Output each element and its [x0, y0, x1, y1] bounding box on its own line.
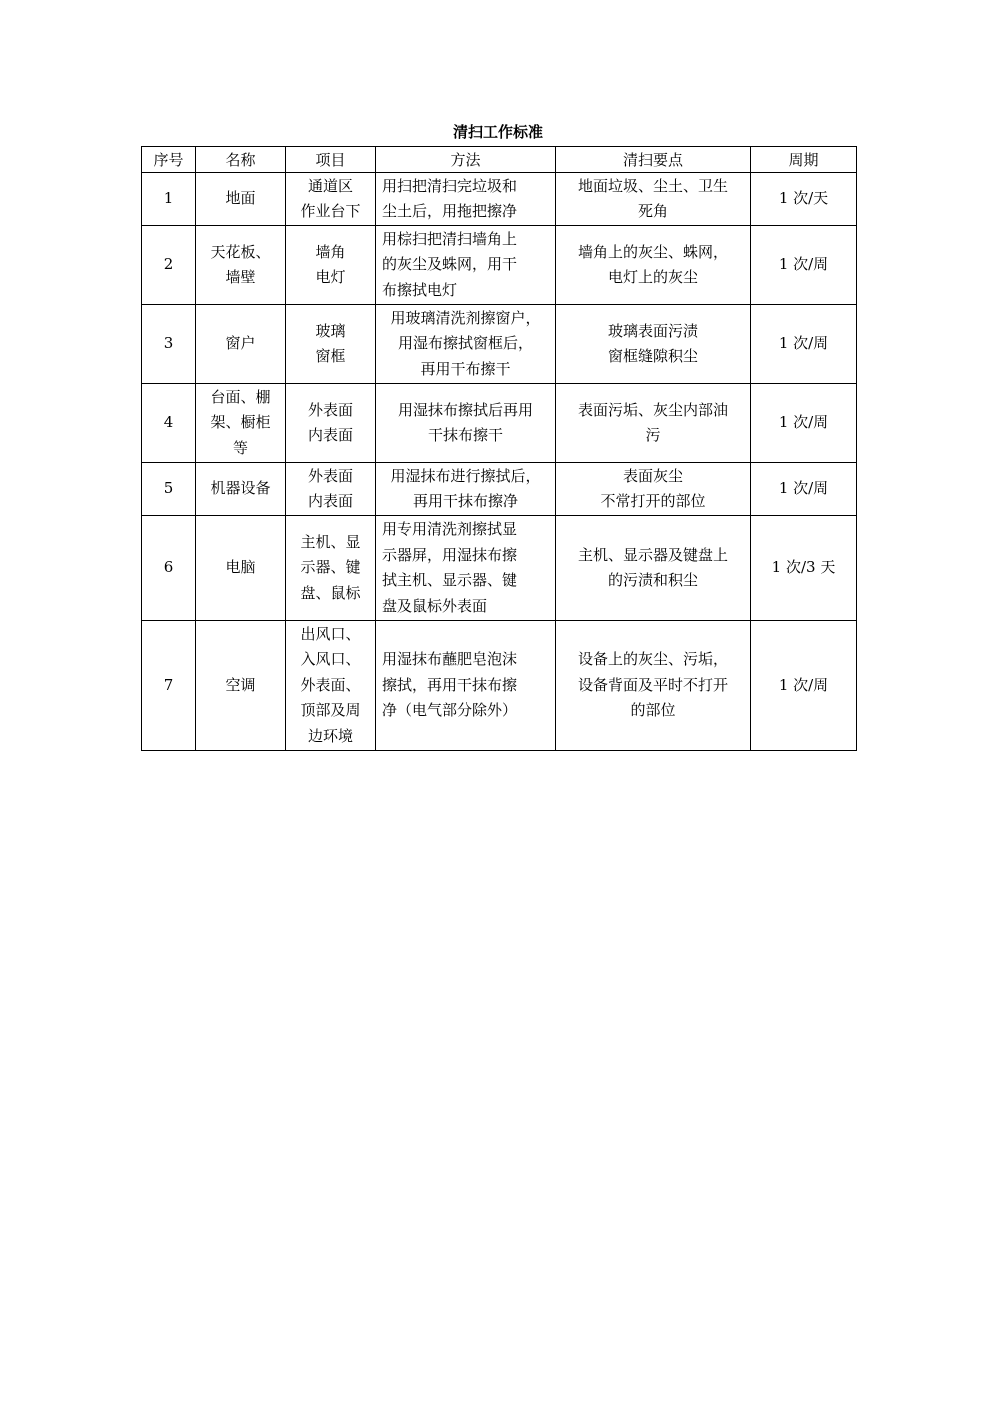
- cell-name: [196, 305, 286, 384]
- cell-line: 拭主机、显示器、键: [382, 571, 518, 589]
- cell-no: 4: [142, 384, 196, 463]
- header-points: 清扫要点: [556, 147, 751, 173]
- cell-line: 外表面: [307, 400, 353, 419]
- cell-line: 通道区: [307, 176, 353, 195]
- cell-method: [376, 226, 556, 305]
- cell-line: 地面: [225, 189, 256, 208]
- cell-line: 净（电气部分除外）: [382, 701, 518, 720]
- cell-line: 顶部及周: [300, 701, 361, 720]
- cell-line: 示器、键: [300, 558, 361, 577]
- cell-no: 2: [142, 226, 196, 305]
- cell-method: [376, 463, 556, 516]
- cell-line: 墙角上的灰尘、蛛网，: [577, 242, 728, 261]
- cell-points: [556, 621, 751, 751]
- table-row: [142, 516, 857, 621]
- cell-no: 3: [142, 305, 196, 384]
- header-no: 序号: [142, 147, 196, 173]
- header-cycle: 周期: [751, 147, 857, 173]
- cell-line: 电灯上的灰尘: [607, 268, 698, 286]
- cell-line: 不常打开的部位: [600, 492, 706, 510]
- cell-line: 内表面: [307, 492, 353, 510]
- cell-line: 表面污垢、灰尘内部油: [577, 400, 728, 419]
- cell-item: [286, 173, 376, 226]
- table-row: [142, 463, 857, 516]
- cell-points: [556, 516, 751, 621]
- cell-cycle: 1 次/天: [751, 173, 857, 226]
- table-row: [142, 621, 857, 751]
- cell-name: [196, 621, 286, 751]
- cell-item: [286, 463, 376, 516]
- cell-line: 再用干抹布擦净: [412, 492, 518, 510]
- table-row: [142, 305, 857, 384]
- cell-line: 等: [232, 438, 248, 457]
- cell-line: 盘、鼠标: [300, 583, 361, 602]
- cell-cycle: 1 次/周: [751, 621, 857, 751]
- cell-line: 电脑: [225, 558, 256, 577]
- cell-line: 外表面: [307, 466, 353, 485]
- cell-line: 玻璃: [315, 321, 346, 340]
- cell-line: 玻璃表面污渍: [607, 321, 698, 340]
- cell-line: 机器设备: [210, 479, 271, 498]
- cell-method: [376, 621, 556, 751]
- cell-line: 用湿抹布蘸肥皂泡沫: [382, 650, 518, 669]
- cell-line: 外表面、: [300, 675, 361, 694]
- cell-line: 设备背面及平时不打开: [577, 675, 728, 694]
- cell-line: 入风口、: [300, 650, 361, 669]
- cell-line: 设备上的灰尘、污垢，: [577, 650, 728, 669]
- cell-line: 用玻璃清洗剂擦窗户，: [390, 308, 541, 327]
- cell-line: 主机、显: [300, 532, 361, 551]
- cell-line: 用扫把清扫完垃圾和: [382, 176, 518, 195]
- cell-line: 窗框: [315, 347, 346, 365]
- cell-points: [556, 226, 751, 305]
- cell-line: 用棕扫把清扫墙角上: [382, 229, 518, 248]
- cell-line: 墙角: [315, 242, 346, 261]
- cell-line: 主机、显示器及键盘上: [577, 545, 728, 564]
- cell-line: 死角: [637, 202, 668, 220]
- cell-method: [376, 384, 556, 463]
- header-item: 项目: [286, 147, 376, 173]
- table-header: [142, 147, 857, 173]
- cell-cycle: 1 次/周: [751, 305, 857, 384]
- cell-cycle: 1 次/周: [751, 226, 857, 305]
- cell-line: 用湿抹布进行擦拭后，: [390, 466, 541, 485]
- cell-no: 5: [142, 463, 196, 516]
- cell-line: 示器屏，用湿抹布擦: [382, 545, 518, 564]
- cell-name: [196, 516, 286, 621]
- cell-line: 边环境: [307, 726, 353, 745]
- cell-line: 地面垃圾、尘土、卫生: [577, 176, 728, 195]
- cell-line: 污: [645, 426, 661, 444]
- cell-line: 用专用清洗剂擦拭显: [382, 520, 518, 538]
- cell-line: 架、橱柜: [210, 413, 271, 432]
- cell-method: [376, 305, 556, 384]
- table-row: [142, 384, 857, 463]
- table-body: [142, 173, 857, 751]
- header-method: 方法: [376, 147, 556, 173]
- cell-cycle: 1 次/周: [751, 384, 857, 463]
- cell-line: 出风口、: [300, 624, 361, 643]
- cell-item: [286, 305, 376, 384]
- cell-method: [376, 516, 556, 621]
- cell-points: [556, 384, 751, 463]
- cell-line: 尘土后，用拖把擦净: [382, 202, 518, 220]
- cell-line: 天花板、: [210, 242, 271, 261]
- cell-name: [196, 173, 286, 226]
- cell-item: [286, 621, 376, 751]
- cell-line: 作业台下: [300, 202, 361, 220]
- cell-item: [286, 516, 376, 621]
- cell-line: 表面灰尘: [622, 466, 683, 485]
- cell-line: 的灰尘及蛛网，用干: [382, 255, 518, 274]
- cleaning-standard-table: [141, 146, 857, 751]
- cell-no: 1: [142, 173, 196, 226]
- cell-points: [556, 463, 751, 516]
- cell-line: 的部位: [630, 701, 676, 720]
- cell-line: 窗户: [225, 334, 256, 353]
- cell-cycle: 1 次/周: [751, 463, 857, 516]
- cell-line: 用湿抹布擦拭后再用: [397, 400, 533, 419]
- cell-line: 墙壁: [225, 268, 256, 286]
- cell-line: 窗框缝隙积尘: [607, 347, 698, 365]
- cell-line: 空调: [225, 675, 256, 694]
- cell-line: 干抹布擦干: [427, 426, 503, 444]
- cell-item: [286, 384, 376, 463]
- cell-cycle: 1 次/3 天: [751, 516, 857, 621]
- cell-line: 盘及鼠标外表面: [382, 596, 488, 615]
- header-row: [142, 147, 857, 173]
- cell-line: 布擦拭电灯: [382, 280, 458, 299]
- document-title: 清扫工作标准: [452, 123, 543, 141]
- cell-points: [556, 173, 751, 226]
- cell-no: 7: [142, 621, 196, 751]
- cell-no: 6: [142, 516, 196, 621]
- cell-method: [376, 173, 556, 226]
- cell-name: [196, 226, 286, 305]
- cell-line: 擦拭，再用干抹布擦: [382, 675, 518, 694]
- cell-points: [556, 305, 751, 384]
- cell-item: [286, 226, 376, 305]
- cell-name: [196, 384, 286, 463]
- table-row: [142, 226, 857, 305]
- cell-line: 内表面: [307, 426, 353, 444]
- header-name: 名称: [196, 147, 286, 173]
- table-row: [142, 173, 857, 226]
- cell-line: 再用干布擦干: [420, 359, 511, 378]
- cell-line: 电灯: [315, 268, 346, 286]
- cell-line: 的污渍和积尘: [607, 571, 698, 589]
- cell-line: 台面、棚: [210, 387, 271, 406]
- cell-line: 用湿布擦拭窗框后，: [397, 334, 533, 353]
- cell-name: [196, 463, 286, 516]
